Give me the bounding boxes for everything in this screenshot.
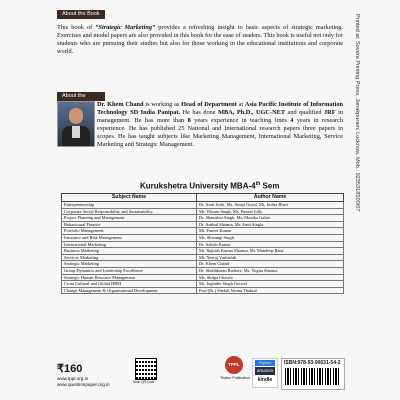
- table-row: [62, 287, 344, 294]
- subject-cell: Corporate Social Responsibility and Sustainability: [62, 208, 197, 215]
- table-row: [62, 241, 344, 248]
- header-subject: Subject Name: [62, 194, 197, 202]
- author-cell: Dr. Ashish Kumar: [197, 241, 344, 248]
- author-jrf: JRF: [324, 109, 336, 116]
- tppl-logo: TPPL: [225, 356, 243, 374]
- author-cell: Dr. Amit Joshi, Ms. Anuja Goyal, Ms. Indira Bhati: [197, 202, 344, 209]
- table-row: [62, 274, 344, 281]
- subject-cell: Entrepreneurship: [62, 202, 197, 209]
- university-title-text: Kurukshetra University MBA-4: [140, 181, 256, 191]
- bio-text: is working as: [143, 101, 182, 108]
- author-cell: Mr. Rajnish Kumar Sharma, Mr. Mandeep Rana: [197, 248, 344, 255]
- table-row: [62, 215, 344, 222]
- price: ₹160: [57, 363, 83, 375]
- kindle-logo: kindle: [257, 377, 273, 383]
- website-links: [57, 376, 110, 388]
- bio-text: in management. He has more than: [97, 109, 343, 124]
- subject-cell: Behavioural Finance: [62, 221, 197, 228]
- author-name: Dr. Khem Chand: [97, 101, 144, 108]
- author-photo: [57, 101, 95, 147]
- header-author: Author Name: [197, 194, 344, 202]
- university-title-sup: th: [255, 181, 261, 187]
- website-link-1[interactable]: www.tppl.org.in: [57, 376, 89, 381]
- subject-cell: Cross Cultural and Global HRM: [62, 281, 197, 288]
- table-row: [62, 228, 344, 235]
- isbn-label: ISBN:978-93-90031-54-2: [284, 360, 341, 366]
- book-text-part2: provides a refreshing insight to basic aspects of strategic marketing. Exercises and model papers are also provided in this book for the ease of readers. This book is useful not only for students who are pursuing their studies but also for those working in the educational institutions and corporate world.: [57, 24, 343, 55]
- subject-cell: International Marketing: [62, 241, 197, 248]
- subject-cell: Group Dynamics and Leadership Excellence: [62, 267, 197, 274]
- author-cell: Dr. Anshul Sharma, Mr. Amit Singla: [197, 221, 344, 228]
- table-row: [62, 202, 344, 209]
- store-logos: [252, 358, 278, 388]
- author-teach-years: 4: [290, 117, 294, 124]
- author-cell: Mr. Joginder Singh Grewal: [197, 281, 344, 288]
- isbn-barcode: [281, 358, 345, 390]
- qr-caption: Scan QR Code: [133, 380, 155, 384]
- table-row: [62, 267, 344, 274]
- author-cell: Mr. Puneet Kumar: [197, 228, 344, 235]
- printer-info-text: Printed at: Sovera Printing Press, Janakpuram, Lucknow, Mob.: 9235318500/07: [354, 14, 360, 212]
- author-cell: Dr. Khem Chand: [197, 261, 344, 268]
- table-header-row: [62, 194, 344, 202]
- table-body: [62, 202, 344, 294]
- about-book-heading: About the Book: [57, 10, 105, 19]
- author-cell: Mr. Neeraj Vashishth: [197, 254, 344, 261]
- author-cell: Dr. Shubhkaran Rathore, Ms. Yogita Sharma: [197, 267, 344, 274]
- author-cell: Dr. Shamsher Singh, Ms. Monika Gulati: [197, 215, 344, 222]
- subject-cell: Services Marketing: [62, 254, 197, 261]
- subject-cell: Change Management & Organisational Development: [62, 287, 197, 294]
- printer-info: [352, 14, 362, 264]
- book-text-part1: This book of: [57, 24, 96, 31]
- university-title: [140, 181, 279, 191]
- subject-cell: Strategic Human Resource Management: [62, 274, 197, 281]
- subject-cell: Strategic Marketing: [62, 261, 197, 268]
- author-cell: Prof.(Dr.) Shefali Verma Thakral: [197, 287, 344, 294]
- table-row: [62, 208, 344, 215]
- author-face: [69, 108, 83, 124]
- subject-cell: Portfolio Management: [62, 228, 197, 235]
- author-shirt: [72, 126, 80, 138]
- flipkart-logo: Flipkart: [255, 360, 275, 366]
- author-cell: Ms. Shilpa Chawla: [197, 274, 344, 281]
- subject-cell: Project Planning and Management: [62, 215, 197, 222]
- qr-code-icon: [135, 358, 157, 380]
- table-row: [62, 261, 344, 268]
- bio-text: years experience in teaching lines: [190, 117, 291, 124]
- table-row: [62, 254, 344, 261]
- bio-text: at: [236, 101, 245, 108]
- author-cell: Mr. Vikram Singh, Ms. Puneet Jolly: [197, 208, 344, 215]
- table-row: [62, 234, 344, 241]
- table-row: [62, 281, 344, 288]
- barcode-icon: [285, 368, 341, 385]
- subject-cell: Insurance and Risk Management: [62, 234, 197, 241]
- website-link-2[interactable]: www.questionpaper.org.in: [57, 382, 110, 387]
- author-bio: [97, 101, 343, 149]
- about-book-text: [57, 24, 343, 56]
- author-years: 8: [187, 117, 191, 124]
- university-title-sem: Sem: [260, 181, 280, 191]
- table-row: [62, 221, 344, 228]
- table-row: [62, 248, 344, 255]
- bio-text: years in research experience. He has published 25 National and International research papers three papers in scopes. He has taught subjects like Marketing Management, International Marketing, Service Marketing and Strategic Management.: [97, 117, 343, 148]
- about-authors-heading: About the: [57, 92, 105, 101]
- author-institute: Asia Pacific Institute of Information Technology SD India Panipat.: [97, 101, 343, 116]
- bottom-bar: [57, 358, 343, 392]
- bio-text: and qualified: [285, 109, 325, 116]
- author-cell: Ms. Shivangi Singh: [197, 234, 344, 241]
- publisher-caption: Thakur Publication: [220, 376, 250, 380]
- bio-text: He has done: [180, 109, 219, 116]
- book-title: “Strategic Marketing”: [95, 24, 156, 31]
- author-position: Head of Department: [181, 101, 237, 108]
- amazon-logo: amazon: [256, 368, 274, 373]
- subjects-table: [61, 193, 344, 294]
- subject-cell: Business Marketing: [62, 248, 197, 255]
- author-degrees: MBA, Ph.D., UGC-NET: [218, 109, 286, 116]
